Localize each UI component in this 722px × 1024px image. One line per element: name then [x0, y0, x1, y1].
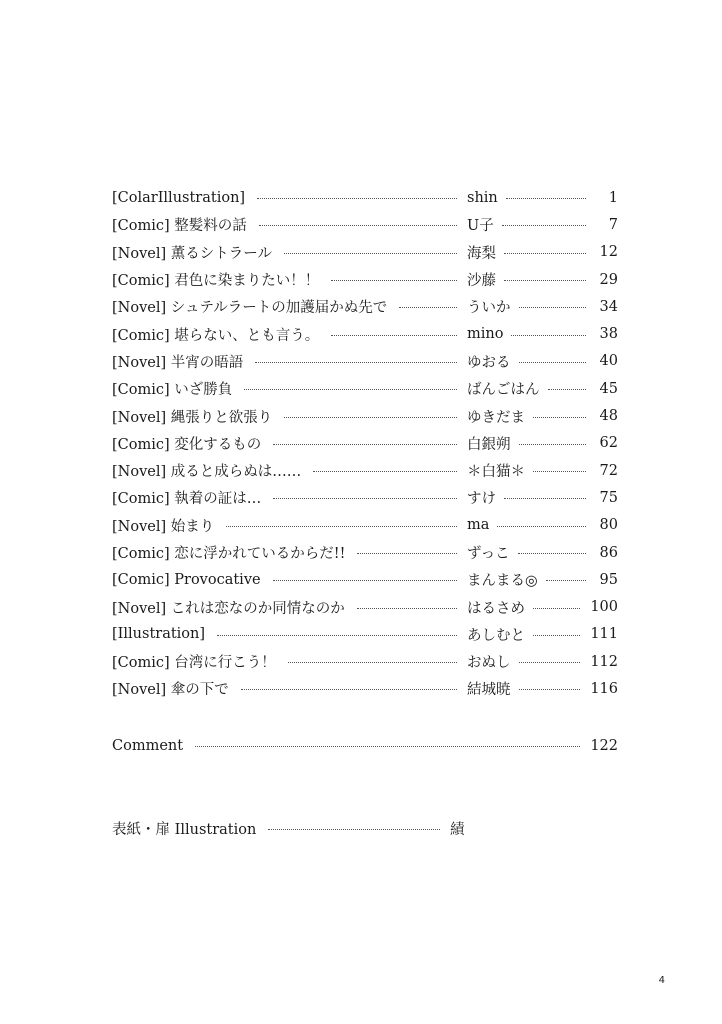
dot-leader: [506, 198, 586, 199]
toc-page: 80: [599, 517, 618, 534]
toc-entry: [112, 539, 618, 566]
toc-author: あしむと: [467, 627, 525, 644]
toc-page: 29: [599, 271, 618, 288]
toc-author: ばんごはん: [467, 382, 540, 399]
toc-author: ずっこ: [467, 546, 510, 562]
toc-entry: [112, 320, 618, 347]
comment-page: 122: [590, 737, 618, 754]
table-of-contents: [112, 184, 618, 703]
toc-author: 白銀朔: [467, 436, 511, 453]
dot-leader: [548, 389, 587, 390]
toc-title: [Novel] これは恋なのか同情なのか: [112, 600, 345, 617]
toc-title: [Comic] 執着の証は…: [112, 491, 262, 508]
toc-page: 112: [590, 653, 618, 670]
toc-entry: [112, 239, 618, 266]
dot-leader: [244, 389, 457, 390]
toc-author: ういか: [467, 300, 511, 317]
dot-leader: [273, 580, 457, 581]
dot-leader: [259, 225, 457, 226]
dot-leader: [255, 362, 457, 363]
toc-page: 1: [608, 189, 618, 206]
toc-entry: [112, 484, 618, 511]
dot-leader: [257, 198, 457, 199]
toc-entry: [112, 402, 618, 429]
toc-author: ゆきだま: [467, 409, 525, 426]
dot-leader: [504, 280, 586, 281]
toc-author: おぬし: [467, 655, 511, 672]
cover-title: 表紙・扉 Illustration: [112, 822, 257, 838]
toc-entry: [112, 566, 618, 593]
dot-leader: [497, 526, 586, 527]
toc-title: [Comic] 君色に染まりたい！！: [112, 273, 320, 290]
toc-title: [Novel] 縄張りと欲張り: [112, 409, 273, 426]
toc-title: [Novel] 傘の下で: [112, 682, 229, 699]
toc-entry: [112, 430, 618, 457]
toc-entry: [112, 512, 618, 539]
toc-entry: [112, 375, 618, 402]
toc-author: mino: [467, 326, 504, 343]
dot-leader: [518, 553, 586, 554]
toc-author: 結城暁: [467, 682, 511, 699]
toc-page: 62: [599, 435, 618, 452]
toc-page: 86: [599, 544, 618, 561]
dot-leader: [313, 471, 457, 472]
comment-entry: [112, 732, 618, 759]
dot-leader: [357, 553, 457, 554]
toc-author: ＊白猫＊: [467, 464, 525, 481]
toc-page: 116: [590, 680, 618, 697]
toc-page: 100: [590, 599, 618, 616]
toc-title: [Comic] 恋に浮かれているからだ!!: [112, 546, 346, 562]
toc-title: [Comic] 変化するもの: [112, 436, 262, 453]
toc-title: [Novel] 薫るシトラール: [112, 245, 272, 262]
dot-leader: [533, 417, 586, 418]
dot-leader: [226, 526, 457, 527]
toc-title: [Novel] 成ると成らぬは……: [112, 464, 302, 481]
toc-title: [Comic] 台湾に行こう！: [112, 655, 276, 672]
toc-entry: [112, 621, 618, 648]
toc-title: [Novel] シュテルラートの加護届かぬ先で: [112, 300, 388, 317]
dot-leader: [284, 253, 457, 254]
toc-entry: [112, 266, 618, 293]
toc-entry: [112, 184, 618, 211]
toc-entry: [112, 648, 618, 675]
dot-leader: [273, 444, 457, 445]
toc-author: ゆおる: [467, 354, 511, 371]
dot-leader: [504, 498, 586, 499]
toc-title: [Comic] 堪らない、とも言う。: [112, 327, 320, 344]
dot-leader: [502, 225, 586, 226]
toc-page: 12: [599, 244, 618, 261]
toc-page: 95: [599, 571, 618, 588]
toc-entry: [112, 675, 618, 702]
toc-author: U子: [467, 218, 494, 235]
page-number: 4: [658, 975, 665, 986]
toc-page: 7: [608, 216, 618, 233]
toc-entry: [112, 211, 618, 238]
toc-page: 75: [599, 489, 618, 506]
dot-leader: [268, 829, 440, 830]
dot-leader: [511, 335, 586, 336]
dot-leader: [519, 362, 587, 363]
toc-author: まんまる◎: [467, 573, 538, 590]
toc-entry: [112, 593, 618, 620]
toc-entry: [112, 457, 618, 484]
toc-title: [Comic] いざ勝負: [112, 382, 233, 399]
toc-title: [Comic] 整髪料の話: [112, 218, 247, 235]
dot-leader: [504, 253, 586, 254]
toc-title: [Illustration]: [112, 626, 206, 643]
toc-title: [Comic] Provocative: [112, 571, 261, 588]
dot-leader: [519, 689, 581, 690]
toc-author: shin: [467, 189, 498, 206]
dot-leader: [399, 307, 457, 308]
toc-title: [Novel] 始まり: [112, 518, 215, 535]
toc-author: 沙藤: [467, 273, 496, 290]
dot-leader: [284, 417, 457, 418]
toc-author: 海梨: [467, 245, 496, 262]
dot-leader: [519, 444, 587, 445]
toc-entry: [112, 293, 618, 320]
toc-author: すけ: [467, 491, 496, 508]
dot-leader: [273, 498, 457, 499]
dot-leader: [533, 635, 580, 636]
toc-author: はるさめ: [467, 600, 525, 617]
dot-leader: [331, 280, 457, 281]
toc-page: 72: [599, 462, 618, 479]
toc-page: 48: [599, 408, 618, 425]
dot-leader: [519, 662, 581, 663]
toc-page: 111: [590, 626, 618, 643]
dot-leader: [533, 471, 586, 472]
dot-leader: [217, 635, 457, 636]
dot-leader: [288, 662, 457, 663]
dot-leader: [546, 580, 586, 581]
toc-entry: [112, 348, 618, 375]
toc-title: [ColarIllustration]: [112, 189, 246, 206]
cover-credit: [112, 815, 512, 842]
toc-page: 40: [599, 353, 618, 370]
dot-leader: [519, 307, 587, 308]
dot-leader: [241, 689, 457, 690]
toc-page: 45: [599, 380, 618, 397]
comment-title: Comment: [112, 737, 184, 754]
dot-leader: [357, 608, 457, 609]
dot-leader: [195, 746, 580, 747]
dot-leader: [331, 335, 457, 336]
toc-author: ma: [467, 517, 490, 534]
toc-title: [Novel] 半宵の晤語: [112, 354, 244, 371]
toc-page: 38: [599, 326, 618, 343]
dot-leader: [533, 608, 580, 609]
toc-page: 34: [599, 298, 618, 315]
cover-author: 績: [450, 822, 465, 838]
